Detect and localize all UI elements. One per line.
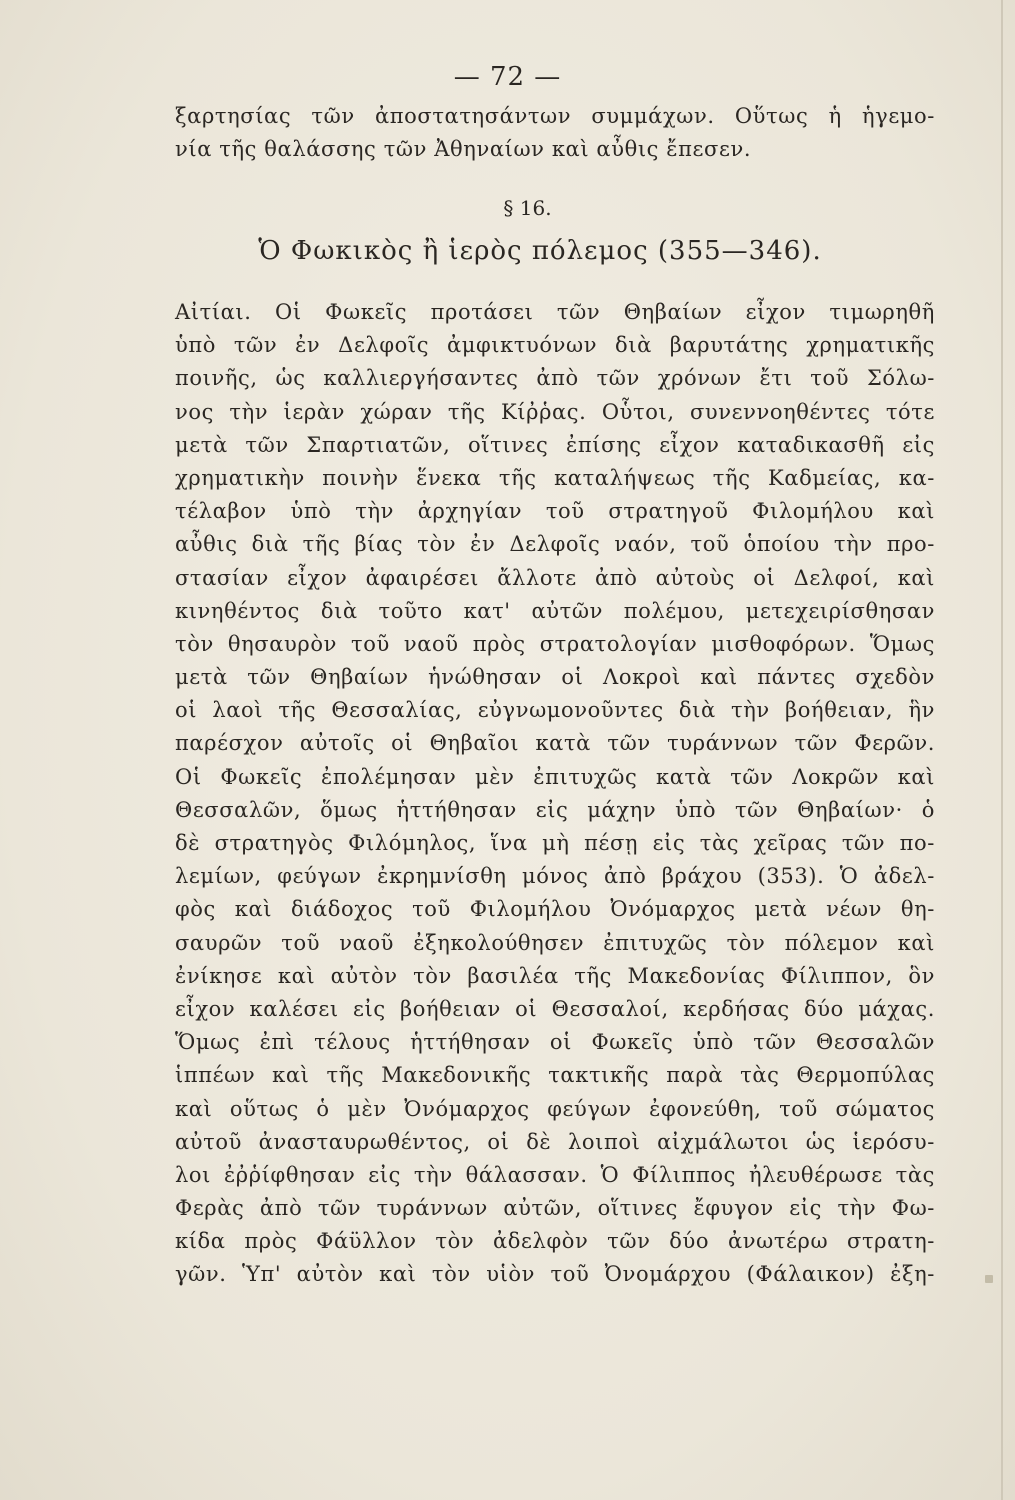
body-line: λεμίων, φεύγων ἐκρημνίσθη μόνος ἀπὸ βράχου (353). Ὁ ἀδελ- [175, 864, 935, 889]
body-line: Ὅμως ἐπὶ τέλους ἡττήθησαν οἱ Φωκεῖς ὑπὸ τῶν Θεσσαλῶν [175, 1030, 935, 1055]
page-edge-line [1001, 0, 1003, 1500]
body-line: λοι ἐῤῥίφθησαν εἰς τὴν θάλασσαν. Ὁ Φίλιππος ἠλευθέρωσε τὰς [175, 1162, 935, 1187]
body-text [175, 296, 935, 1292]
body-line: ἱππέων καὶ τῆς Μακεδονικῆς τακτικῆς παρὰ τὰς Θερμοπύλας [175, 1063, 935, 1088]
body-line: αὐτοῦ ἀνασταυρωθέντος, οἱ δὲ λοιποὶ αἰχμάλωτοι ὡς ἱερόσυ- [175, 1129, 935, 1154]
margin-ink-mark [985, 1275, 993, 1283]
intro-line: νία τῆς θαλάσσης τῶν Ἀθηναίων καὶ αὖθις ἔπεσεν. [175, 137, 752, 162]
body-line: δὲ στρατηγὸς Φιλόμηλος, ἵνα μὴ πέσῃ εἰς τὰς χεῖρας τῶν πο- [175, 831, 935, 855]
body-line: στασίαν εἶχον ἀφαιρέσει ἄλλοτε ἀπὸ αὐτοὺς οἱ Δελφοί, καὶ [175, 565, 935, 590]
body-line: εἶχον καλέσει εἰς βοήθειαν οἱ Θεσσαλοί, κερδήσας δύο μάχας. [175, 996, 935, 1021]
body-line: μετὰ τῶν Σπαρτιατῶν, οἵτινες ἐπίσης εἶχον καταδικασθῆ εἰς [175, 432, 935, 457]
body-line: κινηθέντος διὰ τοῦτο κατ' αὐτῶν πολέμου, μετεχειρίσθησαν [175, 598, 935, 623]
body-line: κίδα πρὸς Φάϋλλον τὸν ἀδελφὸν τῶν δύο ἀνωτέρω στρατη- [175, 1229, 935, 1254]
intro-line: ξαρτησίας τῶν ἀποστατησάντων συμμάχων. Οὕτως ἡ ἡγεμο- [175, 104, 935, 128]
body-line: ὑπὸ τῶν ἐν Δελφοῖς ἀμφικτυόνων διὰ βαρυτάτης χρηματικῆς [175, 333, 935, 358]
body-line: Φερὰς ἀπὸ τῶν τυράννων αὐτῶν, οἵτινες ἔφυγον εἰς τὴν Φω- [175, 1196, 935, 1221]
body-line: οἱ λαοὶ τῆς Θεσσαλίας, εὐγνωμονοῦντες διὰ τὴν βοήθειαν, ἣν [175, 698, 935, 723]
body-line: φὸς καὶ διάδοχος τοῦ Φιλομήλου Ὀνόμαρχος μετὰ νέων θη- [175, 897, 935, 922]
body-line: Οἱ Φωκεῖς ἐπολέμησαν μὲν ἐπιτυχῶς κατὰ τῶν Λοκρῶν καὶ [175, 764, 935, 789]
body-line: Αἰτίαι. Οἱ Φωκεῖς προτάσει τῶν Θηβαίων εἶχον τιμωρηθῆ [175, 300, 935, 324]
section-mark: § 16. [503, 196, 552, 220]
body-line: Θεσσαλῶν, ὅμως ἡττήθησαν εἰς μάχην ὑπὸ τῶν Θηβαίων· ὁ [175, 797, 935, 822]
intro-text [175, 100, 935, 166]
body-line: παρέσχον αὐτοῖς οἱ Θηβαῖοι κατὰ τῶν τυράννων τῶν Φερῶν. [175, 731, 935, 756]
page-number: — 72 — [453, 62, 562, 92]
body-line: μετὰ τῶν Θηβαίων ἡνώθησαν οἱ Λοκροὶ καὶ πάντες σχεδὸν [175, 665, 935, 690]
body-line: σαυρῶν τοῦ ναοῦ ἐξηκολούθησεν ἐπιτυχῶς τὸν πόλεμον καὶ [175, 930, 935, 955]
body-line: νος τὴν ἱερὰν χώραν τῆς Κίῤῥας. Οὗτοι, συνεννοηθέντες τότε [175, 399, 935, 424]
body-line: τέλαβον ὑπὸ τὴν ἀρχηγίαν τοῦ στρατηγοῦ Φιλομήλου καὶ [175, 499, 935, 524]
section-heading: Ὁ Φωκικὸς ἢ ἱερὸς πόλεμος (355—346). [258, 236, 822, 266]
body-line: ἐνίκησε καὶ αὐτὸν τὸν βασιλέα τῆς Μακεδονίας Φίλιππον, ὃν [175, 963, 935, 988]
body-line: γῶν. Ὑπ' αὐτὸν καὶ τὸν υἱὸν τοῦ Ὀνομάρχου (Φάλαικον) ἐξη- [175, 1262, 935, 1287]
body-line: αὖθις διὰ τῆς βίας τὸν ἐν Δελφοῖς ναόν, τοῦ ὁποίου τὴν προ- [175, 532, 935, 557]
body-line: καὶ οὕτως ὁ μὲν Ὀνόμαρχος φεύγων ἐφονεύθη, τοῦ σώματος [175, 1096, 935, 1121]
body-line: ποινῆς, ὡς καλλιεργήσαντες ἀπὸ τῶν χρόνων ἔτι τοῦ Σόλω- [175, 366, 935, 391]
body-line: χρηματικὴν ποινὴν ἕνεκα τῆς καταλήψεως τῆς Καδμείας, κα- [175, 465, 935, 490]
body-line: τὸν θησαυρὸν τοῦ ναοῦ πρὸς στρατολογίαν μισθοφόρων. Ὅμως [175, 631, 935, 656]
